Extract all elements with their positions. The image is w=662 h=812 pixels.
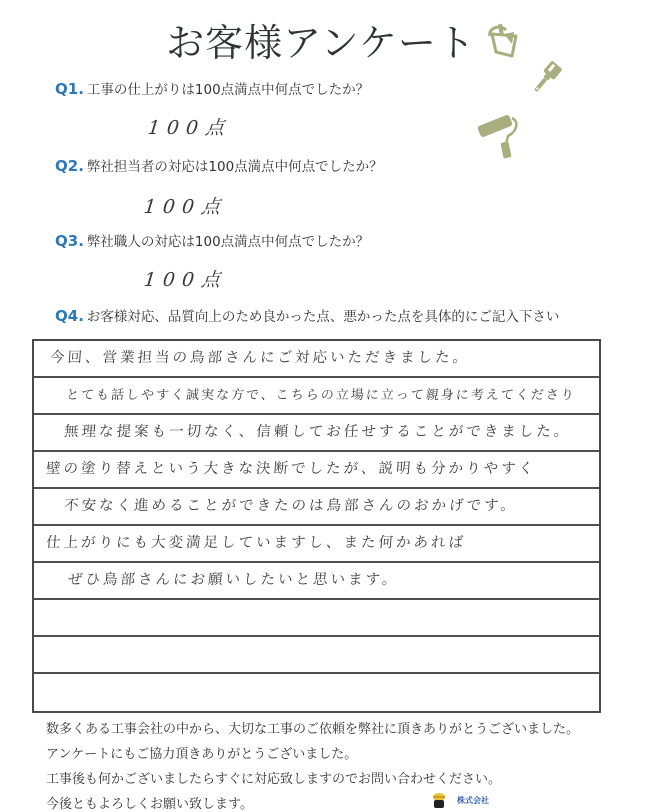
comment-table — [32, 339, 601, 713]
question-text: 工事の仕上がりは100点満点中何点でしたか？ — [86, 82, 370, 98]
paint-brush-icon — [525, 58, 565, 98]
answer-3: 100点 — [142, 269, 229, 291]
comment-line — [34, 600, 599, 637]
company-logo — [431, 792, 489, 808]
comment-text: 無理な提案も一切なく、信頼してお任せすることができました。 — [63, 424, 572, 440]
comment-line — [34, 378, 599, 415]
comment-line — [34, 452, 599, 489]
comment-text: 壁の塗り替えという大きな決断でしたが、説明も分かりやすく — [45, 461, 537, 477]
footer-line-1: 数多くある工事会社の中から、大切な工事のご依頼を弊社に頂きありがとうございました。 — [46, 722, 580, 737]
footer-line-3: 工事後も何かございましたらすぐに対応致しますのでお問い合わせください。 — [46, 772, 502, 787]
question-text: 弊社担当者の対応は100点満点中何点でしたか？ — [86, 159, 383, 175]
comment-text: ぜひ鳥部さんにお願いしたいと思います。 — [67, 572, 400, 588]
comment-text: 不安なく進めることができたのは鳥部さんのおかげです。 — [63, 498, 519, 514]
comment-line — [34, 341, 599, 378]
question-text: お客様対応、品質向上のため良かった点、悪かった点を具体的にご記入下さい — [86, 309, 560, 325]
comment-text: 仕上がりにも大変満足していますし、また何かあれば — [45, 535, 467, 551]
question-text: 弊社職人の対応は100点満点中何点でしたか？ — [86, 234, 370, 250]
question-number: Q3. — [55, 232, 84, 250]
question-3 — [55, 230, 369, 250]
question-number: Q4. — [55, 307, 84, 325]
comment-line — [34, 489, 599, 526]
answer-1: 100点 — [146, 117, 233, 139]
question-number: Q1. — [55, 80, 84, 98]
mascot-icon — [431, 792, 447, 808]
comment-line — [34, 415, 599, 452]
comment-line — [34, 526, 599, 563]
question-4 — [55, 305, 559, 325]
title-text: お客様アンケート — [166, 21, 476, 65]
company-label: 株式会社 — [457, 795, 489, 805]
comment-text: 今回、営業担当の鳥部さんにご対応いただきました。 — [49, 350, 471, 366]
paint-bucket-icon — [486, 22, 524, 58]
footer-line-4: 今後ともよろしくお願い致します。 — [46, 797, 253, 812]
question-number: Q2. — [55, 157, 84, 175]
comment-line — [34, 674, 599, 711]
question-1 — [55, 78, 369, 98]
question-2 — [55, 155, 383, 175]
footer-line-2: アンケートにもご協力頂きありがとうございました。 — [46, 747, 358, 762]
paint-roller-icon — [476, 108, 522, 160]
comment-line — [34, 563, 599, 600]
answer-2: 100点 — [142, 196, 229, 218]
comment-text: とても話しやすく誠実な方で、こちらの立場に立って親身に考えてくださり — [65, 388, 577, 403]
comment-line — [34, 637, 599, 674]
